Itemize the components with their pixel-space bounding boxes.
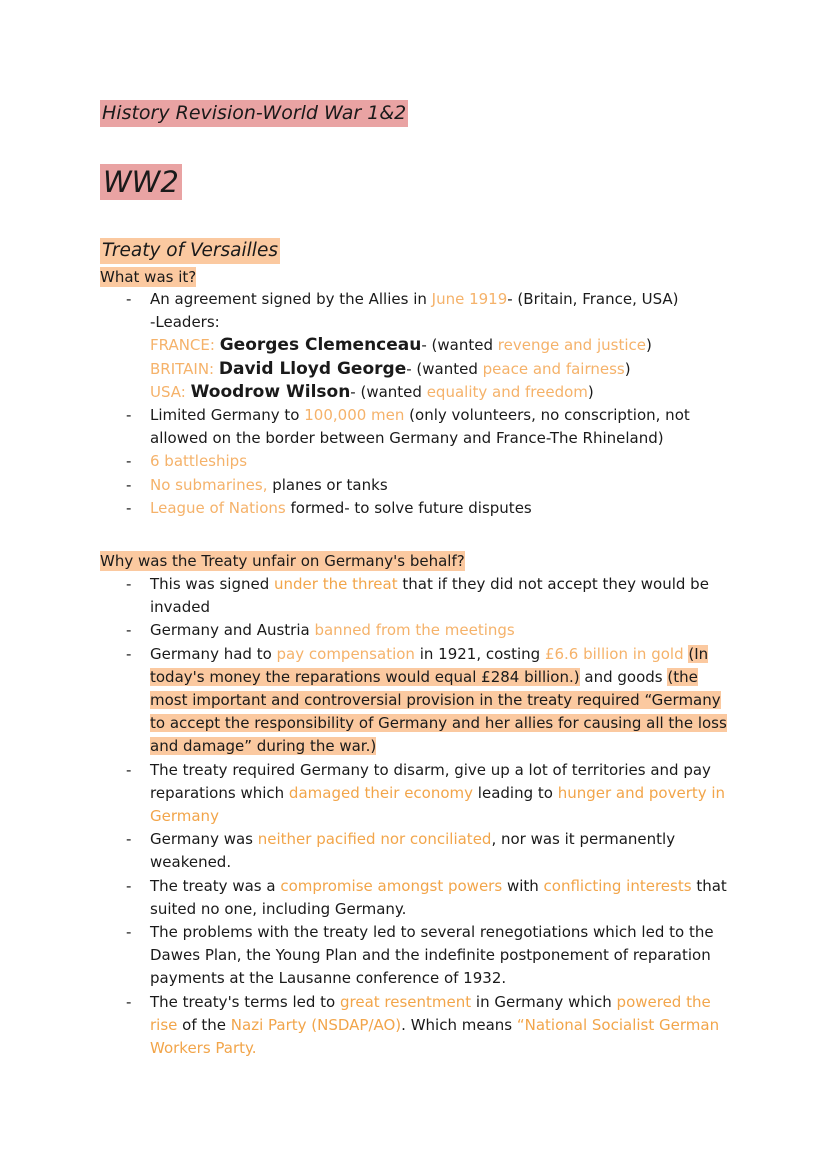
section-heading: Treaty of Versailles <box>100 238 280 264</box>
list-item: - The treaty was a compromise amongst powers with conflicting interests that suited no one, including Germany. <box>100 875 740 921</box>
leader-usa: USA: Woodrow Wilson- (wanted equality and freedom) <box>150 381 594 402</box>
question-why-unfair: Why was the Treaty unfair on Germany's behalf? <box>100 552 465 570</box>
list-item: - Limited Germany to 100,000 men (only volunteers, no conscription, not allowed on the border between Germany and France-The Rhineland) <box>100 404 740 450</box>
list-item: - The treaty required Germany to disarm, give up a lot of territories and pay reparations which damaged their economy leading to hunger and poverty in Germany <box>100 759 740 829</box>
leader-britain: BRITAIN: David Lloyd George- (wanted peace and fairness) <box>150 358 631 379</box>
list-item: - Germany and Austria banned from the meetings <box>100 619 740 642</box>
highlight-provision: (the most important and controversial provision in the treaty required “Germany to accept the responsibility of Germany and her allies for causing all the loss and damage” during the war.) <box>150 667 727 756</box>
list-item: - The problems with the treaty led to several renegotiations which led to the Dawes Plan, the Young Plan and the indefinite postponement of reparation payments at the Lausanne conference of 1932. <box>100 921 740 991</box>
ww2-heading: WW2 <box>100 164 182 200</box>
question-what-was-it: What was it? <box>100 268 197 286</box>
bullet-list-what-was-it <box>100 288 740 520</box>
list-item: - League of Nations formed- to solve future disputes <box>100 497 740 520</box>
leader-france: FRANCE: Georges Clemenceau- (wanted revenge and justice) <box>150 335 652 356</box>
leaders-label: -Leaders: <box>150 313 220 332</box>
highlight-today-money: (In today's money the reparations would equal £284 billion.) <box>150 644 709 686</box>
list-item: - The treaty's terms led to great resentment in Germany which powered the rise of the Nazi Party (NSDAP/AO). Which means “National Socialist German Workers Party. <box>100 991 740 1061</box>
list-item: - An agreement signed by the Allies in June 1919- (Britain, France, USA) -Leaders: FRANCE: Georges Clemenceau- (wanted revenge and justice) BRITAIN: David Lloyd George- (wanted peace and fairness) USA: Woodrow Wilson- (wanted equality and freedom) <box>100 288 740 404</box>
document-title: History Revision-World War 1&2 <box>100 100 408 127</box>
list-item: - This was signed under the threat that if they did not accept they would be invaded <box>100 573 740 619</box>
list-item: - Germany had to pay compensation in 1921, costing £6.6 billion in gold (In today's money the reparations would equal £284 billion.) and goods (the most important and controversial provision in the treaty required “Germany to accept the responsibility of Germany and her allies for causing all the loss and damage” during the war.) <box>100 643 740 759</box>
list-item: - 6 battleships <box>100 450 740 473</box>
list-item: - No submarines, planes or tanks <box>100 474 740 497</box>
list-item: - Germany was neither pacified nor conciliated, nor was it permanently weakened. <box>100 828 740 874</box>
bullet-list-why-unfair <box>100 573 740 1060</box>
